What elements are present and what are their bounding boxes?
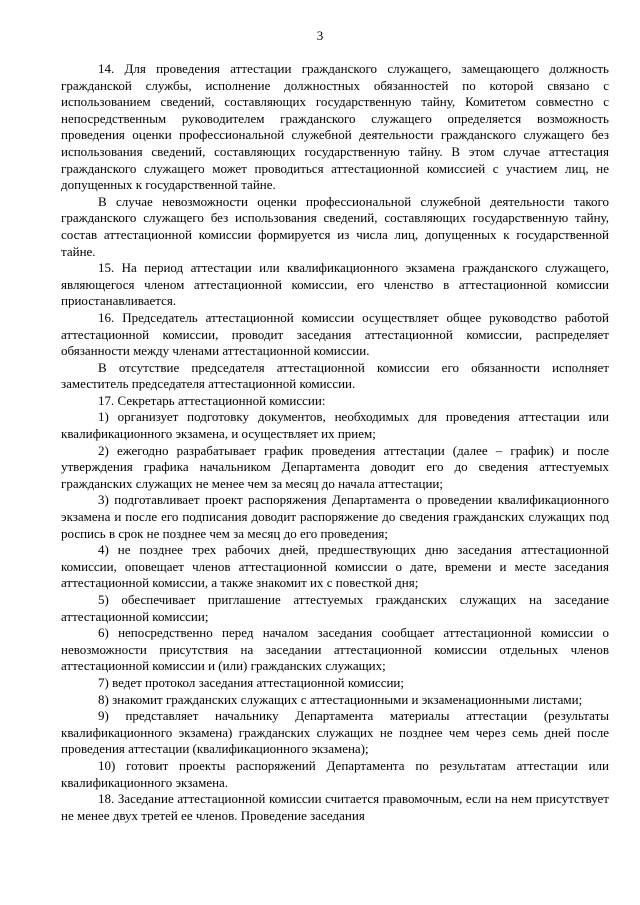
paragraph-17-item-10: 10) готовит проекты распоряжений Департамента по результатам аттестации или квалификационного экзамена. [61, 757, 609, 790]
paragraph-17-item-4: 4) не позднее трех рабочих дней, предшествующих дню заседания аттестационной комиссии, оповещает членов аттестационной комиссии о дате, времени и месте заседания аттестационной комиссии, а также знакомит их с повесткой дня; [61, 542, 609, 591]
paragraph-17-item-6: 6) непосредственно перед началом заседания сообщает аттестационной комиссии о невозможности присутствия на заседании аттестационной комиссии отдельных членов аттестационной комиссии и (или) гражданских служащих; [61, 625, 609, 674]
paragraph-17-item-9: 9) представляет начальнику Департамента материалы аттестации (результаты квалификационного экзамена) гражданских служащих не позднее чем через семь дней после проведения аттестации (квалификационного экзамена); [61, 708, 609, 757]
paragraph-17: 17. Секретарь аттестационной комиссии: [98, 392, 326, 408]
document-body [61, 61, 609, 824]
paragraph-17-item-8: 8) знакомит гражданских служащих с аттестационными и экзаменационными листами; [98, 691, 583, 707]
paragraph-16: 16. Председатель аттестационной комиссии осуществляет общее руководство работой аттестационной комиссии, проводит заседания аттестационной комиссии, распределяет обязанности между членами аттестационной комиссии. [61, 309, 609, 359]
paragraph-17-item-2: 2) ежегодно разрабатывает график проведения аттестации (далее – график) и после утверждения графика начальником Департамента доводит его до сведения аттестуемых гражданских служащих не менее чем за месяц до начала аттестации; [61, 442, 609, 491]
paragraph-14-continued: В случае невозможности оценки профессиональной служебной деятельности такого гражданского служащего без использования сведений, составляющих государственную тайну, состав аттестационной комиссии формируется из числа лиц, допущенных к государственной тайне. [61, 193, 609, 259]
paragraph-17-item-7: 7) ведет протокол заседания аттестационной комиссии; [98, 674, 404, 690]
paragraph-17-item-5: 5) обеспечивает приглашение аттестуемых гражданских служащих на заседание аттестационной комиссии; [61, 592, 609, 624]
paragraph-17-item-3: 3) подготавливает проект распоряжения Департамента о проведении квалификационного экзамена и после его подписания доводит распоряжение до сведения гражданских служащих под роспись в срок не позднее чем за месяц до его проведения; [61, 492, 609, 541]
paragraph-16-continued: В отсутствие председателя аттестационной комиссии его обязанности исполняет заместитель председателя аттестационной комиссии. [61, 359, 609, 392]
paragraph-14: 14. Для проведения аттестации гражданского служащего, замещающего должность гражданской службы, исполнение должностных обязанностей по которой связано с использованием сведений, составляющих государственную тайну, Комитетом совместно с непосредственным руководителем гражданского служащего определяется возможность проведения оценки профессиональной служебной деятельности гражданского служащего без использования сведений, составляющих государственную тайну. В этом случае аттестация гражданского служащего может проводиться аттестационной комиссией с участием лиц, не допущенных к государственной тайне. [61, 61, 609, 193]
paragraph-17-item-1: 1) организует подготовку документов, необходимых для проведения аттестации или квалификационного экзамена, и осуществляет их прием; [61, 409, 609, 442]
page-number: 3 [316, 28, 324, 43]
paragraph-18: 18. Заседание аттестационной комиссии считается правомочным, если на нем присутствует не менее двух третей ее членов. Проведение заседания [61, 791, 609, 823]
paragraph-15: 15. На период аттестации или квалификационного экзамена гражданского служащего, являющегося членом аттестационной комиссии, его членство в аттестационной комиссии приостанавливается. [61, 260, 609, 309]
